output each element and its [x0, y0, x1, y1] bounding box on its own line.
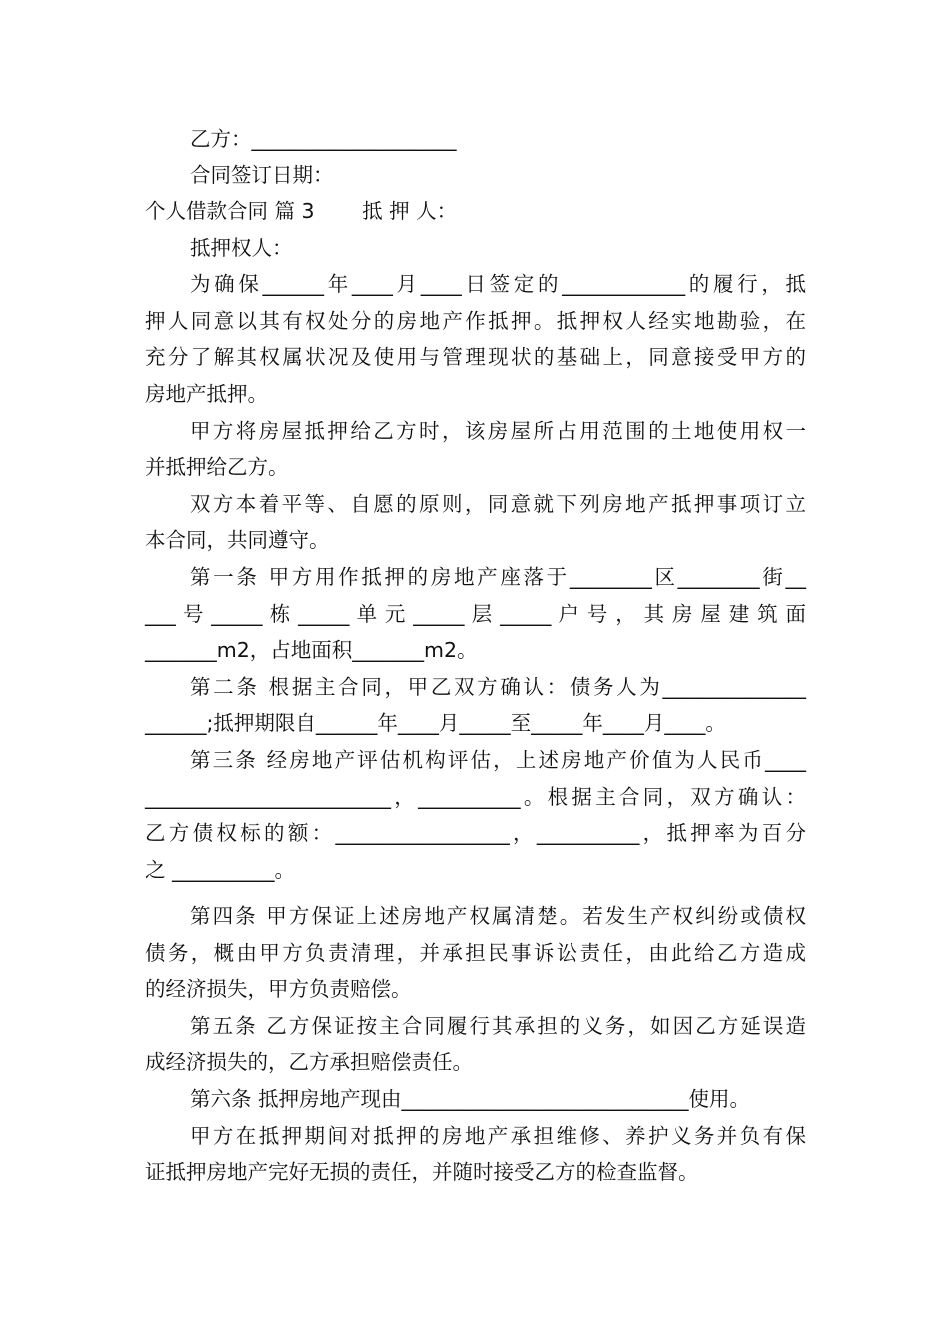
article-1-line: _______m2，占地面积_______m2。 [145, 638, 478, 662]
paragraph-line: 为确保______年____月____日签定的____________的履行，抵 [190, 272, 806, 296]
article-3-line: 第三条 经房地产评估机构评估，上述房地产价值为人民币____ [190, 748, 806, 772]
paragraph-line: 押人同意以其有权处分的房地产作抵押。抵押权人经实地勘验，在 [145, 309, 806, 333]
article-5-line: 成经济损失的，乙方承担赔偿责任。 [145, 1050, 473, 1074]
paragraph-line: 充分了解其权属状况及使用与管理现状的基础上，同意接受甲方的 [145, 345, 806, 369]
party-b-line: 乙方：____________________ [190, 127, 457, 151]
paragraph-line: 双方本着平等、自愿的原则，同意就下列房地产抵押事项订立 [190, 492, 806, 516]
article-4-line: 债务，概由甲方负责清理，并承担民事诉讼责任，由此给乙方造成 [145, 941, 806, 965]
article-4-line: 的经济损失，甲方负责赔偿。 [145, 977, 412, 1001]
article-3-line: ________________________，__________。根据主合同，双方确认： [145, 785, 806, 809]
paragraph-line: 本合同，共同遵守。 [145, 528, 330, 552]
paragraph-line: 房地产抵押。 [145, 382, 268, 406]
article-5-line: 第五条 乙方保证按主合同履行其承担的义务，如因乙方延误造 [190, 1014, 806, 1038]
article-1-line: 第一条 甲方用作抵押的房地产座落于________区________街__ [190, 565, 806, 589]
article-3-line: 乙方债权标的额：_________________，__________，抵押率为百分 [145, 821, 806, 845]
article-6-line: 第六条 抵押房地产现由____________________________使用。 [190, 1087, 751, 1111]
signing-date-line: 合同签订日期： [190, 163, 334, 187]
paragraph-line: 甲方将房屋抵押给乙方时，该房屋所占用范围的土地使用权一 [190, 419, 806, 443]
article-4-line: 第四条 甲方保证上述房地产权属清楚。若发生产权纠纷或债权 [190, 904, 806, 928]
mortgagee-line: 抵押权人： [190, 236, 293, 260]
article-2-line: ______;抵押期限自______年____月_____至_____年____月____。 [145, 711, 726, 735]
article-3-line: 之 __________。 [145, 858, 296, 882]
section-heading: 个人借款合同 篇 3 抵 押 人： [145, 199, 458, 223]
paragraph-line: 甲方在抵押期间对抵押的房地产承担维修、养护义务并负有保 [190, 1124, 806, 1148]
article-1-line: ___ 号 _____ 栋 _____ 单 元 _____ 层 _____ 户 号 ， 其 房 屋 建 筑 面 [145, 602, 806, 626]
article-2-line: 第二条 根据主合同，甲乙双方确认：债务人为______________ [190, 675, 806, 699]
paragraph-line: 证抵押房地产完好无损的责任，并随时接受乙方的检查监督。 [145, 1160, 699, 1184]
paragraph-line: 并抵押给乙方。 [145, 455, 289, 479]
